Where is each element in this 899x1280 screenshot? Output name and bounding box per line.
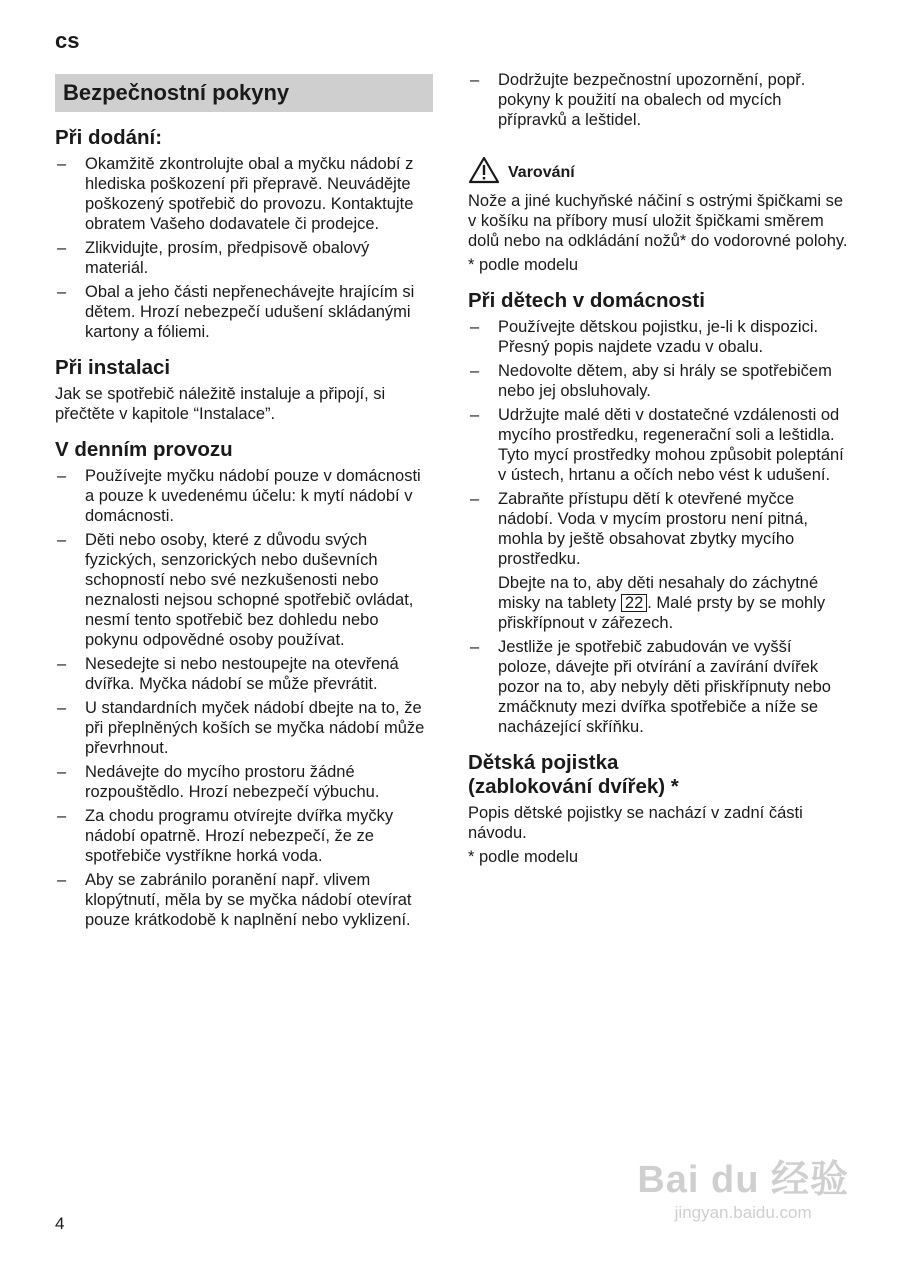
dash-icon: – xyxy=(470,638,480,656)
dash-icon: – xyxy=(57,655,67,673)
list-item: – Jestliže je spotřebič zabudován ve vyšší poloze, dávejte při otvírání a zavírání dvířek pozor na to, aby nebyly děti přiskřípnuty nebo zmáčknuty mezi dvířka spotřebiče a níže se nacházející skříňku. xyxy=(470,638,831,736)
dash-icon: – xyxy=(57,763,67,781)
right-column xyxy=(468,70,848,881)
watermark-url: jingyan.baidu.com xyxy=(674,1203,812,1222)
list-item: – U standardních myček nádobí dbejte na to, že při přeplněných koších se myčka nádobí může převrhnout. xyxy=(57,699,425,757)
warning-triangle-icon xyxy=(468,156,500,189)
delivery-heading: Při dodání: xyxy=(55,126,163,149)
language-code: cs xyxy=(55,28,80,53)
daily-heading: V denním provozu xyxy=(55,438,233,461)
tablet-tray-note: Dbejte na to, aby děti nesahaly do záchytné misky na tablety 22 . Malé prsty by se mohly přiskřípnout v zářezech. xyxy=(498,574,826,632)
child-lock-heading: Dětská pojistka (zablokování dvířek) * xyxy=(468,751,679,798)
dash-icon: – xyxy=(470,406,480,424)
list-item: – Děti nebo osoby, které z důvodu svých fyzických, senzorických nebo duševních schopností nebo své nezkušenosti nebo neznalosti nejsou schopné spotřebič ovládat, nesmí tento spotřebič bez dohledu nebo pokynu odpovědné osoby používat. xyxy=(57,531,414,649)
top-list xyxy=(468,70,848,130)
list-item: – Nedávejte do mycího prostoru žádné rozpouštědlo. Hrozí nebezpečí výbuchu. xyxy=(57,763,380,801)
watermark xyxy=(637,1148,849,1223)
child-lock-section xyxy=(468,751,848,867)
figure-reference: 22 xyxy=(621,594,647,612)
dash-icon: – xyxy=(57,699,67,717)
dash-icon: – xyxy=(57,531,67,549)
list-item: – Udržujte malé děti v dostatečné vzdálenosti od mycího prostředku, regenerační soli a leštidla. Tyto mycí prostředky mohou způsobit poleptání v ústech, hrtanu a očích nebo vést k udušení. xyxy=(470,406,844,484)
list-item: – Zlikvidujte, prosím, předpisově obalový materiál. xyxy=(57,239,370,277)
watermark-logo: Bai du 经验 xyxy=(637,1159,849,1201)
dash-icon: – xyxy=(57,239,67,257)
dash-icon: – xyxy=(57,467,67,485)
list-item: – Nedovolte dětem, aby si hrály se spotřebičem nebo jej obsluhovaly. xyxy=(470,362,832,400)
list-item: – Okamžitě zkontrolujte obal a myčku nádobí z hlediska poškození při přepravě. Neuvádějte poškozený spotřebič do provozu. Kontaktujte obratem Vašeho dodavatele či prodejce. xyxy=(57,155,414,233)
list-item: – Dodržujte bezpečnostní upozornění, popř. pokyny k použití na obalech od mycích přípravků a leštidel. xyxy=(470,71,806,129)
warning-header xyxy=(468,156,848,189)
child-lock-text: Popis dětské pojistky se nachází v zadní části návodu. xyxy=(468,804,803,842)
section-title: Bezpečnostní pokyny xyxy=(55,74,433,112)
dash-icon: – xyxy=(470,490,480,508)
dash-icon: – xyxy=(57,283,67,301)
installation-section xyxy=(55,356,433,424)
daily-operation-section xyxy=(55,438,433,930)
dash-icon: – xyxy=(470,71,480,89)
list-item: – Nesedejte si nebo nestoupejte na otevřená dvířka. Myčka nádobí se může převrátit. xyxy=(57,655,399,693)
children-heading: Při dětech v domácnosti xyxy=(468,289,705,312)
warning-text: Nože a jiné kuchyňské náčiní s ostrými špičkami se v košíku na příbory musí uložit špičkami směrem dolů nebo na odkládání nožů* do vodorovné polohy. xyxy=(468,192,848,250)
list-item: – Používejte myčku nádobí pouze v domácnosti a pouze k uvedenému účelu: k mytí nádobí v domácnosti. xyxy=(57,467,421,525)
left-column xyxy=(55,74,433,944)
page-number: 4 xyxy=(55,1214,65,1233)
warning-note: * podle modelu xyxy=(468,256,579,274)
dash-icon: – xyxy=(57,807,67,825)
list-item: – Obal a jeho části nepřenechávejte hrajícím si dětem. Hrozí nebezpečí udušení skládanými kartony a fóliemi. xyxy=(57,283,415,341)
installation-heading: Při instalaci xyxy=(55,356,171,379)
list-item: – Používejte dětskou pojistku, je-li k dispozici. Přesný popis najdete vzadu v obalu. xyxy=(470,318,819,356)
delivery-section xyxy=(55,126,433,342)
dash-icon: – xyxy=(57,155,67,173)
installation-text: Jak se spotřebič náležitě instaluje a připojí, si přečtěte v kapitole “Instalace”. xyxy=(55,385,386,423)
warning-label: Varování xyxy=(508,163,575,181)
dash-icon: – xyxy=(470,318,480,336)
warning-block xyxy=(468,156,848,275)
children-section xyxy=(468,289,848,737)
list-item: – Zabraňte přístupu dětí k otevřené myčce nádobí. Voda v mycím prostoru není pitná, mohla by ještě obsahovat zbytky mycího prostředku. xyxy=(470,490,809,568)
list-item: – Aby se zabránilo poranění např. vlivem klopýtnutí, měla by se myčka nádobí otevírat pouze krátkodobě k naplnění nebo vyklizení. xyxy=(57,871,412,929)
child-lock-note: * podle modelu xyxy=(468,848,579,866)
list-item: – Za chodu programu otvírejte dvířka myčky nádobí opatrně. Hrozí nebezpečí, že ze spotřebiče vystříkne horká voda. xyxy=(57,807,394,865)
dash-icon: – xyxy=(470,362,480,380)
dash-icon: – xyxy=(57,871,67,889)
